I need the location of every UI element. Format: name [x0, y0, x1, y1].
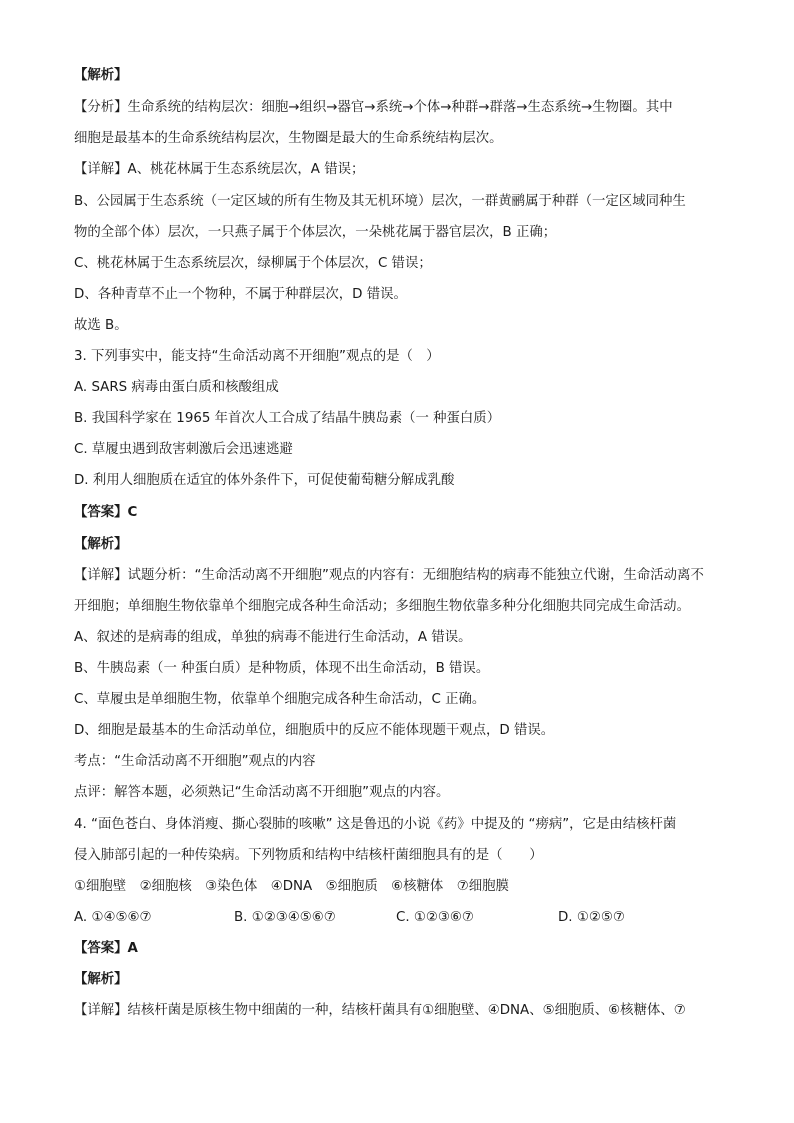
question-4-option-d: D. ①②⑤⑦	[558, 910, 625, 925]
question-4-option-b: B. ①②③④⑤⑥⑦	[234, 910, 336, 925]
question-4-stem: 4. “面色苍白、身体消瘦、撕心裂肺的咳嗽” 这是鲁迅的小说《药》中提及的 “痨病”，它是由结核杆菌	[74, 817, 677, 832]
knowledge-point-text: 考点：“生命活动离不开细胞”观点的内容	[74, 754, 316, 769]
question-3-stem: 3. 下列事实中，能支持“生命活动离不开细胞”观点的是（ ）	[74, 349, 440, 364]
analysis-text: 【分析】生命系统的结构层次：细胞→组织→器官→系统→个体→种群→群落→生态系统→生物圈。其中	[74, 100, 673, 115]
explanation-text: 【详解】A、桃花林属于生态系统层次，A 错误；	[74, 162, 365, 177]
question-4-option-a: A. ①④⑤⑥⑦	[74, 910, 152, 925]
question-3-option-c: C. 草履虫遇到敌害刺激后会迅速逃避	[74, 442, 293, 457]
analysis-text: 细胞是最基本的生命系统结构层次，生物圈是最大的生命系统结构层次。	[74, 131, 503, 146]
answer-label: 【答案】C	[74, 505, 138, 520]
explanation-text: B、公园属于生态系统（一定区域的所有生物及其无机环境）层次，一群黄鹂属于种群（一定区域同种生	[74, 194, 686, 209]
question-4-options	[74, 908, 734, 928]
question-4-option-c: C. ①②③⑥⑦	[396, 910, 474, 925]
explanation-text: B、牛胰岛素（一 种蛋白质）是种物质，体现不出生命活动，B 错误。	[74, 661, 490, 676]
explanation-text: 物的全部个体）层次，一只燕子属于个体层次，一朵桃花属于器官层次，B 正确；	[74, 225, 557, 240]
question-4-stem: 侵入肺部引起的一种传染病。下列物质和结构中结核杆菌细胞具有的是（ ）	[74, 848, 543, 863]
explanation-text: 【详解】试题分析：“生命活动离不开细胞”观点的内容有：无细胞结构的病毒不能独立代谢，生命活动离不	[74, 568, 704, 583]
explanation-text: D、细胞是最基本的生命活动单位，细胞质中的反应不能体现题干观点，D 错误。	[74, 723, 555, 738]
section-heading-analysis: 【解析】	[74, 972, 128, 987]
question-4-items: ①细胞壁 ②细胞核 ③染色体 ④DNA ⑤细胞质 ⑥核糖体 ⑦细胞膜	[74, 879, 509, 894]
answer-label: 【答案】A	[74, 941, 138, 956]
explanation-text: 【详解】结核杆菌是原核生物中细菌的一种，结核杆菌具有①细胞壁、④DNA、⑤细胞质、⑥核糖体、⑦	[74, 1003, 686, 1018]
explanation-text: A、叙述的是病毒的组成，单独的病毒不能进行生命活动，A 错误。	[74, 630, 472, 645]
question-3-option-b: B. 我国科学家在 1965 年首次人工合成了结晶牛胰岛素（一 种蛋白质）	[74, 411, 501, 426]
explanation-text: D、各种青草不止一个物种，不属于种群层次，D 错误。	[74, 287, 407, 302]
explanation-text: C、草履虫是单细胞生物，依靠单个细胞完成各种生命活动，C 正确。	[74, 692, 486, 707]
question-3-option-a: A. SARS 病毒由蛋白质和核酸组成	[74, 380, 279, 395]
comment-text: 点评：解答本题，必须熟记“生命活动离不开细胞”观点的内容。	[74, 785, 450, 800]
question-3-option-d: D. 利用人细胞质在适宜的体外条件下，可促使葡萄糖分解成乳酸	[74, 473, 455, 488]
section-heading-analysis: 【解析】	[74, 537, 128, 552]
explanation-text: 开细胞；单细胞生物依靠单个细胞完成各种生命活动；多细胞生物依靠多种分化细胞共同完成生命活动。	[74, 599, 690, 614]
conclusion-text: 故选 B。	[74, 318, 128, 333]
explanation-text: C、桃花林属于生态系统层次，绿柳属于个体层次，C 错误；	[74, 256, 432, 271]
section-heading-analysis: 【解析】	[74, 68, 128, 83]
